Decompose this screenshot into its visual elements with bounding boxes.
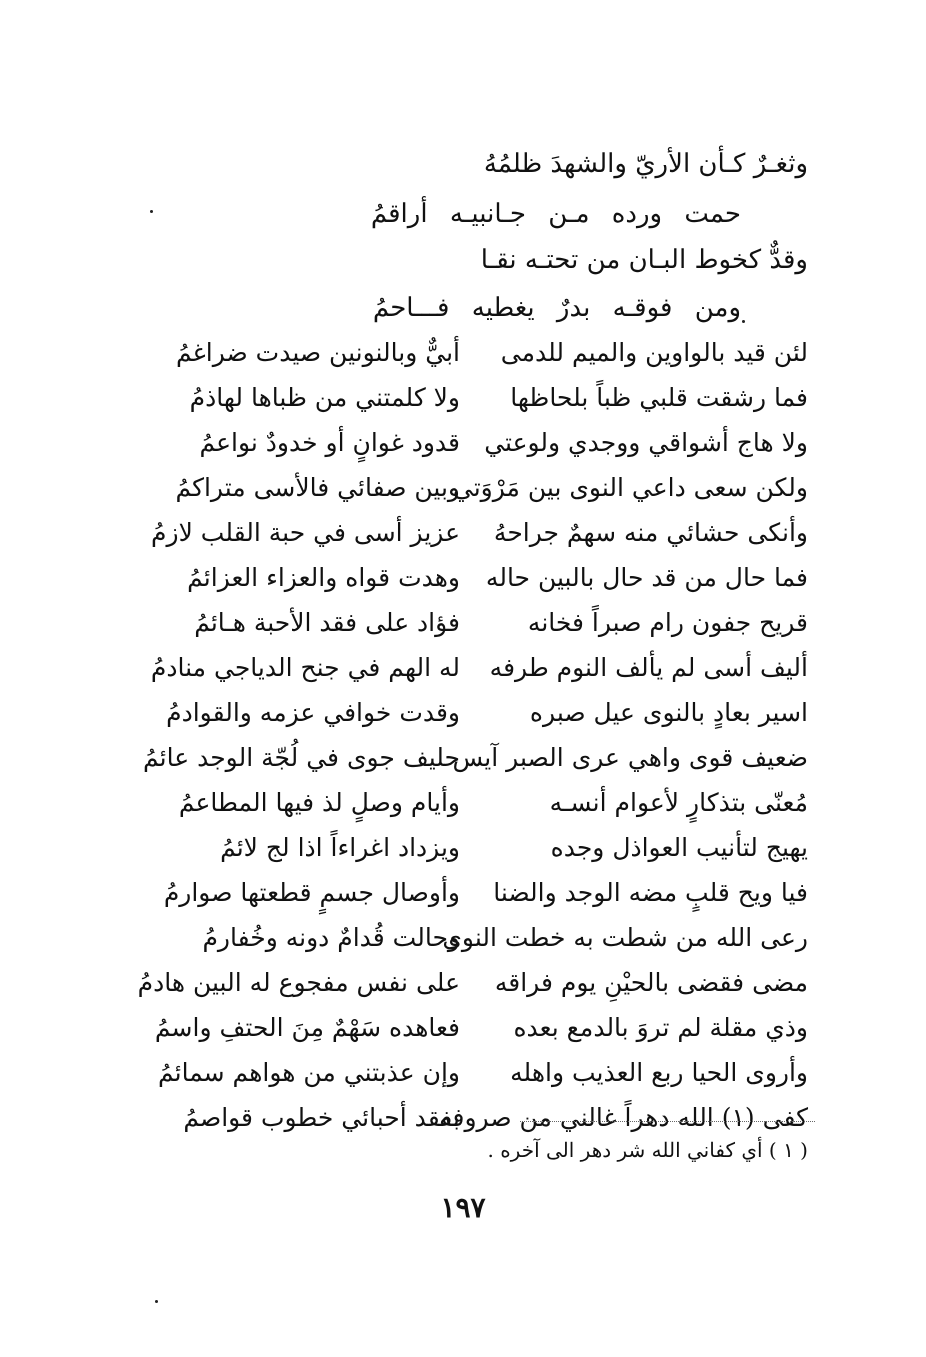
verse-left-3: قدود غوانٍ أو خدودٌ نواعمُ bbox=[199, 428, 460, 457]
intro-line-3: وقدٌّ كخوط البـان من تحتـه نقـا bbox=[480, 245, 808, 275]
verse-right-5: وأنكى حشائي منه سهمٌ جراحهُ bbox=[493, 518, 808, 547]
verse-left-12: ويزداد اغراءاً اذا لج لائمُ bbox=[220, 833, 460, 862]
intro-line-4: ومن فوقـه بدرٌ يغطيه فـــاحمُ bbox=[372, 293, 741, 323]
verse-left-7: فؤاد على فقد الأحبة هـائمُ bbox=[194, 608, 460, 637]
verse-right-2: فما رشقت قلبي ظباً بلحاظها bbox=[510, 383, 808, 412]
verse-right-12: يهيج لتأنيب العواذل وجده bbox=[550, 833, 808, 862]
verse-right-9: اسير بعادٍ بالنوى عيل صبره bbox=[529, 698, 808, 727]
verse-left-9: وقدت خوافي عزمه والقوادمُ bbox=[166, 698, 460, 727]
verse-right-18: كفى (١) الله دهراً غالني من صروفه bbox=[439, 1103, 808, 1132]
footnote-rule bbox=[520, 1121, 815, 1122]
verse-left-15: على نفس مفجوع له البين هادمُ bbox=[137, 968, 460, 997]
scan-speck bbox=[150, 210, 153, 213]
verse-right-14: رعى الله من شطت به خطت النوى bbox=[442, 923, 808, 952]
verse-right-8: أليف أسى لم يألف النوم طرفه bbox=[489, 653, 808, 682]
verse-left-16: فعاهده سَهْمٌ مِنَ الحتفِ واسمُ bbox=[154, 1013, 460, 1042]
intro-line-1: وثغـرٌ كـأن الأريّ والشهدَ ظلمُهُ bbox=[483, 149, 808, 179]
verse-left-6: وهدت قواه والعزاء العزائمُ bbox=[187, 563, 460, 592]
verse-left-17: وإن عذبتني من هواهم سمائمُ bbox=[158, 1058, 460, 1087]
verse-left-11: وأيام وصلٍ لذ فيها المطاعمُ bbox=[178, 788, 460, 817]
verse-right-1: لئن قيد بالواوين والميم للدمى bbox=[500, 338, 808, 367]
verse-right-10: ضعيف قوى واهي عرى الصبر آيس bbox=[452, 743, 808, 772]
verse-right-15: مضى فقضى بالحيْنِ يوم فراقه bbox=[494, 968, 808, 997]
verse-right-11: مُعنّى بتذكارٍ لأعوام أنسـه bbox=[549, 788, 808, 817]
verse-right-6: فما حال من قد حال بالبين حاله bbox=[485, 563, 808, 592]
page-number: ١٩٧ bbox=[440, 1191, 486, 1224]
scan-speck bbox=[155, 1300, 158, 1303]
verse-right-13: فيا ويح قلبٍ مضه الوجد والضنا bbox=[493, 878, 808, 907]
verse-left-2: ولا كلمتني من ظباها لهاذمُ bbox=[189, 383, 460, 412]
verse-left-18: بفقد أحبائي خطوب قواصمُ bbox=[183, 1103, 460, 1132]
footnote: ( ١ ) أي كفاني الله شر دهر الى آخره . bbox=[487, 1138, 808, 1162]
intro-line-2: حمت ورده مـن جـانبيـه أراقمُ bbox=[370, 199, 741, 229]
verse-right-17: وأروى الحيا ربع العذيب واهله bbox=[510, 1058, 808, 1087]
verse-left-1: أبيٌّ وبالنونين صيدت ضراغمُ bbox=[176, 338, 460, 367]
verse-right-16: وذي مقلة لم تروَ بالدمع بعده bbox=[513, 1013, 808, 1042]
verse-left-5: عزيز أسى في حبة القلب لازمُ bbox=[151, 518, 460, 547]
scan-speck bbox=[742, 320, 745, 323]
verse-left-4: وبين صفائي فالأسى متراكمُ bbox=[175, 473, 460, 502]
verse-left-8: له الهم في جنح الدياجي منادمُ bbox=[150, 653, 460, 682]
verse-right-7: قريح جفون رام صبراً فخانه bbox=[527, 608, 808, 637]
verse-right-3: ولا هاج أشواقي ووجدي ولوعتي bbox=[484, 428, 808, 457]
verse-left-13: وأوصال جسمٍ قطعتها صوارمُ bbox=[163, 878, 460, 907]
verse-right-4: ولكن سعى داعي النوى بين مَرْوَتي bbox=[452, 473, 808, 502]
verse-left-14: وحالت قُدامٌ دونه وخُفارمُ bbox=[202, 923, 460, 952]
verse-left-10: حليف جوى في لُجّة الوجد عائمُ bbox=[143, 743, 460, 772]
